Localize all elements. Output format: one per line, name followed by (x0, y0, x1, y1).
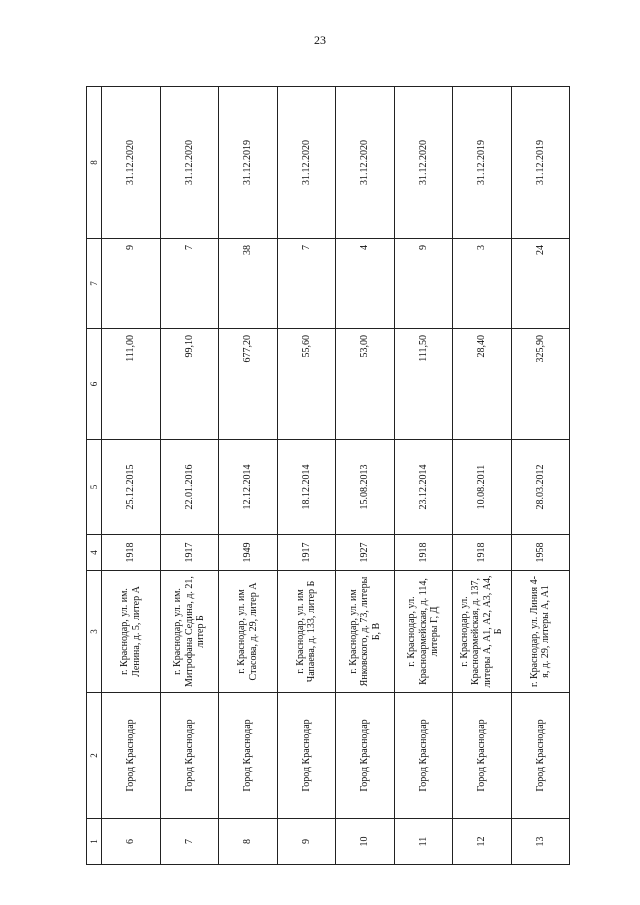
area-cell: 111,00 (102, 329, 161, 440)
address-cell: г. Краснодар, ул. им. Митрофана Седина, д. 21, литер Б (160, 571, 219, 693)
municipality-cell: Город Краснодар (453, 693, 512, 819)
address-cell: г. Краснодар, ул. Линия 4-я, д. 29, литеры А, А1 (511, 571, 570, 693)
residents-count-cell: 7 (277, 239, 336, 329)
column-number-6: 6 (87, 329, 102, 440)
recognition-date-cell: 28.03.2012 (511, 440, 570, 535)
year-built-cell: 1949 (219, 535, 278, 571)
column-number-4: 4 (87, 535, 102, 571)
residents-count-cell: 24 (511, 239, 570, 329)
year-built-cell: 1958 (511, 535, 570, 571)
row-number-cell: 8 (219, 819, 278, 865)
row-number-cell: 12 (453, 819, 512, 865)
area-cell: 677,20 (219, 329, 278, 440)
recognition-date-cell: 15.08.2013 (336, 440, 395, 535)
year-built-cell: 1917 (160, 535, 219, 571)
year-built-cell: 1918 (453, 535, 512, 571)
table-row (219, 87, 278, 865)
residents-count-cell: 9 (394, 239, 453, 329)
column-number-3: 3 (87, 571, 102, 693)
municipality-cell: Город Краснодар (160, 693, 219, 819)
recognition-date-cell: 23.12.2014 (394, 440, 453, 535)
residents-count-cell: 38 (219, 239, 278, 329)
year-built-cell: 1918 (102, 535, 161, 571)
recognition-date-cell: 18.12.2014 (277, 440, 336, 535)
table-body (102, 87, 570, 865)
column-number-row (87, 87, 102, 865)
row-number-cell: 11 (394, 819, 453, 865)
row-number-cell: 13 (511, 819, 570, 865)
column-number-2: 2 (87, 693, 102, 819)
year-built-cell: 1917 (277, 535, 336, 571)
row-number-cell: 10 (336, 819, 395, 865)
address-cell: г. Краснодар, ул. Красноармейская, д. 137, литеры А, А1, А2, А3, А4, Б (453, 571, 512, 693)
municipality-cell: Город Краснодар (336, 693, 395, 819)
area-cell: 28,40 (453, 329, 512, 440)
year-built-cell: 1927 (336, 535, 395, 571)
registry-table-area (86, 87, 570, 865)
area-cell: 325,90 (511, 329, 570, 440)
table-row (102, 87, 161, 865)
column-number-7: 7 (87, 239, 102, 329)
page-number: 23 (314, 33, 326, 47)
row-number-cell: 6 (102, 819, 161, 865)
municipality-cell: Город Краснодар (102, 693, 161, 819)
housing-registry-table (86, 86, 570, 865)
recognition-date-cell: 12.12.2014 (219, 440, 278, 535)
column-number-1: 1 (87, 819, 102, 865)
residents-count-cell: 3 (453, 239, 512, 329)
residents-count-cell: 4 (336, 239, 395, 329)
recognition-date-cell: 10.08.2011 (453, 440, 512, 535)
municipality-cell: Город Краснодар (277, 693, 336, 819)
year-built-cell: 1918 (394, 535, 453, 571)
column-number-5: 5 (87, 440, 102, 535)
row-number-cell: 9 (277, 819, 336, 865)
recognition-date-cell: 22.01.2016 (160, 440, 219, 535)
resettlement-deadline-cell: 31.12.2019 (219, 87, 278, 239)
area-cell: 53,00 (336, 329, 395, 440)
resettlement-deadline-cell: 31.12.2020 (277, 87, 336, 239)
address-cell: г. Краснодар, ул. Красноармейская, д. 114, литеры Г, Д (394, 571, 453, 693)
area-cell: 111,50 (394, 329, 453, 440)
resettlement-deadline-cell: 31.12.2020 (394, 87, 453, 239)
resettlement-deadline-cell: 31.12.2019 (453, 87, 512, 239)
residents-count-cell: 7 (160, 239, 219, 329)
resettlement-deadline-cell: 31.12.2019 (511, 87, 570, 239)
row-number-cell: 7 (160, 819, 219, 865)
table-row (160, 87, 219, 865)
address-cell: г. Краснодар, ул. им Янковского, д. 73, литеры Б, В (336, 571, 395, 693)
table-row (336, 87, 395, 865)
rotated-table-container (86, 87, 570, 865)
table-row (277, 87, 336, 865)
address-cell: г. Краснодар, ул. им. Ленина, д. 5, литер А (102, 571, 161, 693)
resettlement-deadline-cell: 31.12.2020 (336, 87, 395, 239)
municipality-cell: Город Краснодар (511, 693, 570, 819)
table-row (453, 87, 512, 865)
table-row (511, 87, 570, 865)
address-cell: г. Краснодар, ул. им Чапаева, д. 133, литер Б (277, 571, 336, 693)
address-cell: г. Краснодар, ул. им Стасова, д. 29, литер А (219, 571, 278, 693)
resettlement-deadline-cell: 31.12.2020 (102, 87, 161, 239)
column-number-8: 8 (87, 87, 102, 239)
recognition-date-cell: 25.12.2015 (102, 440, 161, 535)
table-row (394, 87, 453, 865)
area-cell: 99,10 (160, 329, 219, 440)
area-cell: 55,60 (277, 329, 336, 440)
residents-count-cell: 9 (102, 239, 161, 329)
municipality-cell: Город Краснодар (394, 693, 453, 819)
municipality-cell: Город Краснодар (219, 693, 278, 819)
resettlement-deadline-cell: 31.12.2020 (160, 87, 219, 239)
